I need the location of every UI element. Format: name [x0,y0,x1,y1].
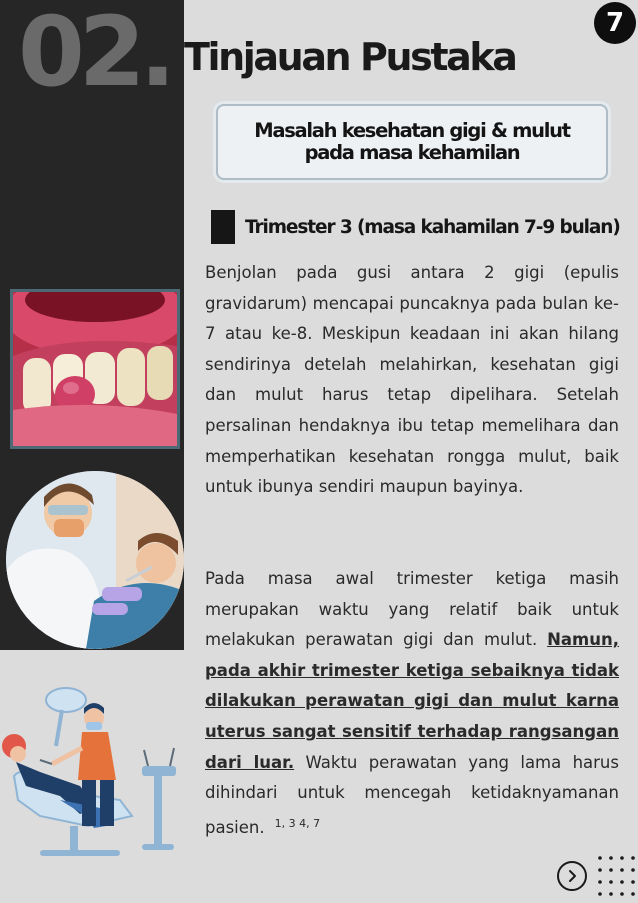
reference-superscript: 1, 3 4, 7 [274,816,321,830]
page-title: Tinjauan Pustaka [184,35,516,79]
next-page-button[interactable] [557,861,587,891]
page-number-badge: 7 [594,2,636,44]
paragraph-intro: Pada masa awal trimester ketiga masih merupakan waktu yang relatif baik untuk melakukan perawatan gigi dan mulut. [205,569,619,650]
paragraph-outro: Waktu perawatan yang lama harus dihindari untuk mencegah ketidaknyamanan pasien. [205,752,619,837]
trimester-heading [211,210,620,244]
heading-marker [211,210,235,244]
section-number: 02. [18,0,171,108]
paragraph-treatment [205,564,619,843]
dentist-photo [6,471,184,649]
epulis-gum-photo [10,289,180,449]
paragraph-emphasis: Namun, pada akhir trimester ketiga sebaiknya tidak dilakukan perawatan gigi dan mulut karna uterus sangat sensitif terhadap rangsangan dari luar. [205,630,619,772]
subtitle-box [216,104,608,180]
subtitle-text: Masalah kesehatan gigi & mulut pada masa kehamilan [254,119,570,164]
trimester-heading-label: Trimester 3 (masa kahamilan 7-9 bulan) [245,216,620,238]
chevron-right-icon [565,869,579,883]
paragraph-epulis: Benjolan pada gusi antara 2 gigi (epulis gravidarum) mencapai puncaknya pada bulan ke-7 atau ke-8. Meskipun keadaan ini akan hilang sendirinya detelah melahirkan, kesehatan gigi dan mulut harus tetap dipelihara. Setelah persalinan hendaknya ibu tetap memelihara dan memperhatikan kesehatan rongga mulut, baik untuk ibunya sendiri maupun bayinya. [205,263,619,497]
dental-care-illustration [0,676,190,866]
dot-grid-icon [597,855,637,899]
